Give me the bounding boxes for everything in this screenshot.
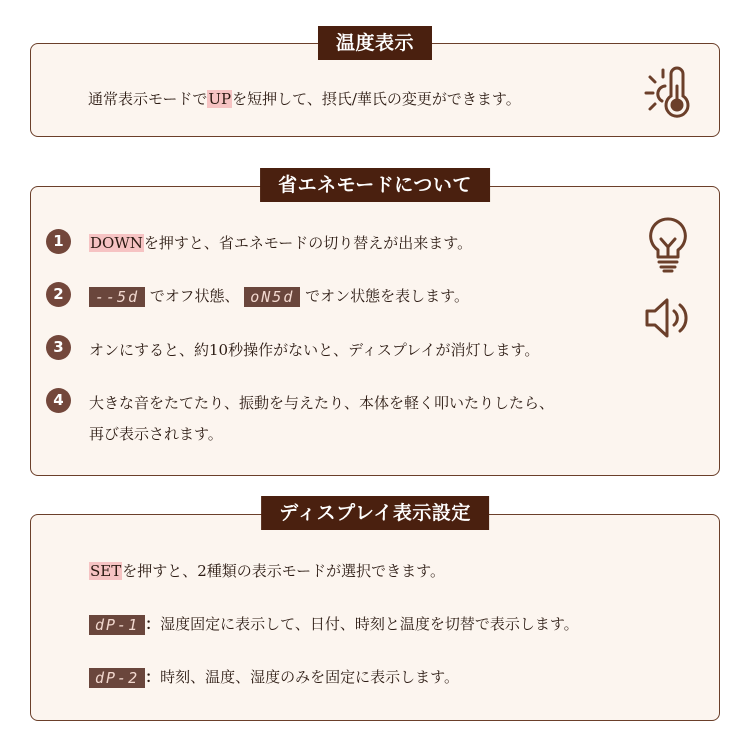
eco-step-4-line-1: 大きな音をたてたり、振動を与えたり、本体を軽く叩いたりしたら、 (89, 394, 555, 412)
eco-step-1: DOWNを押すと、省エネモードの切り替えが出来ます。 (90, 234, 473, 252)
display-setting-intro: SETを押すと、2種類の表示モードが選択できます。 (90, 562, 445, 580)
set-key-label: SET (90, 562, 122, 580)
light-bulb-icon (643, 215, 693, 279)
display-mode-1: dP-1 ：湿度固定に表示して、日付、時刻と温度を切替で表示します。 (89, 614, 579, 635)
eco-mode-panel (30, 186, 720, 476)
step-number-3: 3 (46, 335, 71, 360)
up-key-label: UP (208, 90, 232, 108)
eco-step-3: オンにすると、約10秒操作がないと、ディスプレイが消灯します。 (89, 341, 540, 359)
lcd-mode-2-indicator: dP-2 (89, 668, 145, 688)
temperature-panel-title: 温度表示 (318, 26, 432, 60)
display-mode-2: dP-2 ：時刻、温度、湿度のみを固定に表示します。 (89, 667, 459, 688)
eco-step-4-line-2: 再び表示されます。 (89, 425, 223, 443)
temperature-description: 通常表示モードでUPを短押して、摂氏/華氏の変更ができます。 (88, 90, 521, 108)
display-settings-panel-title: ディスプレイ表示設定 (261, 496, 489, 530)
step-number-4: 4 (46, 388, 71, 413)
lcd-on-indicator: oN5d (244, 287, 300, 307)
speaker-sound-icon (643, 295, 695, 345)
eco-step-2: --5d でオフ状態、 oN5d でオン状態を表します。 (89, 286, 469, 307)
display-settings-panel (30, 514, 720, 721)
eco-mode-panel-title: 省エネモードについて (260, 168, 490, 202)
step-number-1: 1 (46, 229, 71, 254)
step-number-2: 2 (46, 282, 71, 307)
lcd-mode-1-indicator: dP-1 (89, 615, 145, 635)
thermometer-sun-icon (641, 64, 697, 124)
down-key-label: DOWN (90, 234, 143, 252)
lcd-off-indicator: --5d (89, 287, 145, 307)
